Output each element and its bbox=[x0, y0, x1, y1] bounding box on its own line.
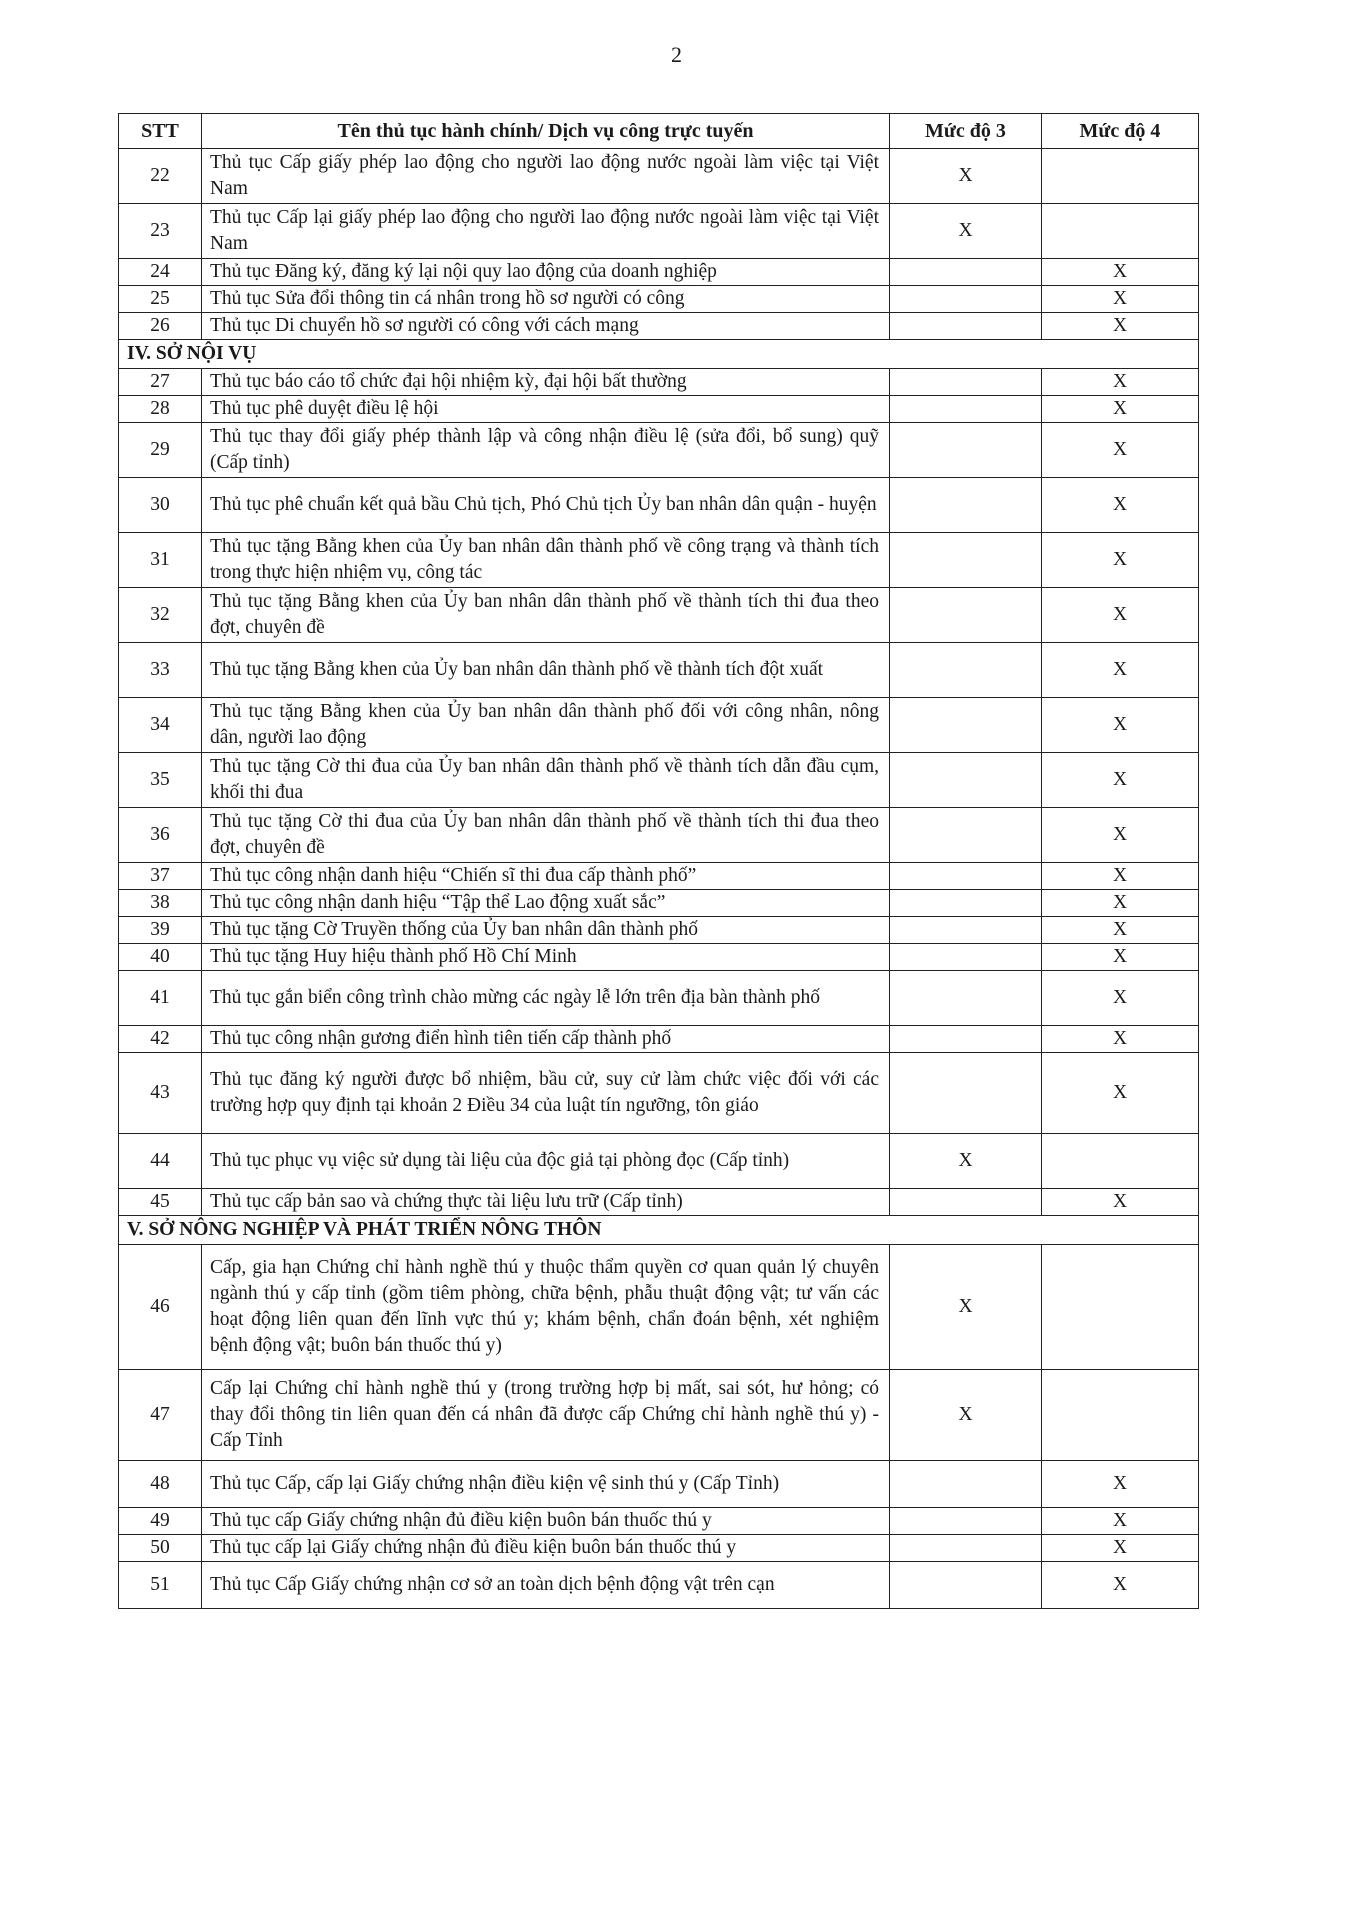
cell-level4-mark: X bbox=[1042, 259, 1199, 286]
cell-procedure-name: Thủ tục tặng Huy hiệu thành phố Hồ Chí Minh bbox=[202, 944, 890, 971]
cell-level4-mark: X bbox=[1042, 808, 1199, 863]
cell-procedure-name: Thủ tục Đăng ký, đăng ký lại nội quy lao động của doanh nghiệp bbox=[202, 259, 890, 286]
cell-level3-mark bbox=[890, 971, 1042, 1026]
cell-stt: 23 bbox=[119, 204, 202, 259]
cell-level4-mark: X bbox=[1042, 863, 1199, 890]
table-row bbox=[119, 204, 1199, 259]
cell-level3-mark bbox=[890, 890, 1042, 917]
cell-level4-mark: X bbox=[1042, 1535, 1199, 1562]
table-row bbox=[119, 698, 1199, 753]
cell-level3-mark bbox=[890, 1461, 1042, 1508]
cell-procedure-name: Thủ tục Cấp, cấp lại Giấy chứng nhận điều kiện vệ sinh thú y (Cấp Tỉnh) bbox=[202, 1461, 890, 1508]
cell-stt: 46 bbox=[119, 1245, 202, 1370]
cell-procedure-name: Thủ tục công nhận gương điển hình tiên tiến cấp thành phố bbox=[202, 1026, 890, 1053]
section-row bbox=[119, 1216, 1199, 1245]
cell-level4-mark: X bbox=[1042, 1562, 1199, 1609]
cell-level3-mark bbox=[890, 423, 1042, 478]
cell-procedure-name: Thủ tục báo cáo tổ chức đại hội nhiệm kỳ, đại hội bất thường bbox=[202, 369, 890, 396]
cell-procedure-name: Thủ tục tặng Bằng khen của Ủy ban nhân dân thành phố về công trạng và thành tích trong thực hiện nhiệm vụ, công tác bbox=[202, 533, 890, 588]
table-row bbox=[119, 944, 1199, 971]
cell-stt: 34 bbox=[119, 698, 202, 753]
cell-procedure-name: Thủ tục Cấp giấy phép lao động cho người lao động nước ngoài làm việc tại Việt Nam bbox=[202, 149, 890, 204]
cell-level3-mark bbox=[890, 863, 1042, 890]
cell-level4-mark: X bbox=[1042, 890, 1199, 917]
cell-stt: 27 bbox=[119, 369, 202, 396]
table-row bbox=[119, 1189, 1199, 1216]
cell-stt: 42 bbox=[119, 1026, 202, 1053]
cell-level3-mark: X bbox=[890, 1370, 1042, 1461]
cell-stt: 50 bbox=[119, 1535, 202, 1562]
cell-level4-mark: X bbox=[1042, 1026, 1199, 1053]
cell-stt: 26 bbox=[119, 313, 202, 340]
cell-level3-mark bbox=[890, 588, 1042, 643]
table-row bbox=[119, 1134, 1199, 1189]
cell-procedure-name: Thủ tục thay đổi giấy phép thành lập và công nhận điều lệ (sửa đổi, bổ sung) quỹ (Cấp tỉnh) bbox=[202, 423, 890, 478]
cell-level3-mark: X bbox=[890, 1245, 1042, 1370]
cell-level4-mark bbox=[1042, 1370, 1199, 1461]
table-header-row bbox=[119, 114, 1199, 149]
table-row bbox=[119, 917, 1199, 944]
cell-procedure-name: Thủ tục phục vụ việc sử dụng tài liệu của độc giả tại phòng đọc (Cấp tỉnh) bbox=[202, 1134, 890, 1189]
table-row bbox=[119, 1535, 1199, 1562]
cell-procedure-name: Thủ tục Cấp lại giấy phép lao động cho người lao động nước ngoài làm việc tại Việt Nam bbox=[202, 204, 890, 259]
cell-level4-mark: X bbox=[1042, 1508, 1199, 1535]
cell-stt: 24 bbox=[119, 259, 202, 286]
cell-level4-mark: X bbox=[1042, 588, 1199, 643]
cell-level4-mark: X bbox=[1042, 533, 1199, 588]
cell-level3-mark bbox=[890, 698, 1042, 753]
table-row bbox=[119, 971, 1199, 1026]
cell-procedure-name: Thủ tục Sửa đổi thông tin cá nhân trong hồ sơ người có công bbox=[202, 286, 890, 313]
cell-level4-mark: X bbox=[1042, 423, 1199, 478]
cell-level4-mark bbox=[1042, 204, 1199, 259]
cell-level3-mark bbox=[890, 478, 1042, 533]
cell-stt: 38 bbox=[119, 890, 202, 917]
cell-stt: 39 bbox=[119, 917, 202, 944]
table-row bbox=[119, 286, 1199, 313]
cell-procedure-name: Thủ tục cấp bản sao và chứng thực tài liệu lưu trữ (Cấp tỉnh) bbox=[202, 1189, 890, 1216]
cell-level4-mark: X bbox=[1042, 753, 1199, 808]
cell-level4-mark: X bbox=[1042, 1053, 1199, 1134]
cell-stt: 25 bbox=[119, 286, 202, 313]
cell-stt: 22 bbox=[119, 149, 202, 204]
cell-level4-mark: X bbox=[1042, 286, 1199, 313]
section-title: IV. SỞ NỘI VỤ bbox=[119, 340, 1199, 369]
cell-stt: 49 bbox=[119, 1508, 202, 1535]
table-row bbox=[119, 1461, 1199, 1508]
procedures-table bbox=[118, 113, 1199, 1609]
cell-level4-mark bbox=[1042, 149, 1199, 204]
cell-stt: 51 bbox=[119, 1562, 202, 1609]
cell-level3-mark bbox=[890, 1508, 1042, 1535]
cell-level3-mark bbox=[890, 286, 1042, 313]
cell-stt: 28 bbox=[119, 396, 202, 423]
page-number: 2 bbox=[671, 42, 682, 67]
cell-stt: 41 bbox=[119, 971, 202, 1026]
table-row bbox=[119, 478, 1199, 533]
table-row bbox=[119, 1562, 1199, 1609]
cell-stt: 45 bbox=[119, 1189, 202, 1216]
cell-level4-mark: X bbox=[1042, 478, 1199, 533]
header-name: Tên thủ tục hành chính/ Dịch vụ công trực tuyến bbox=[202, 114, 890, 149]
cell-procedure-name: Thủ tục gắn biển công trình chào mừng các ngày lễ lớn trên địa bàn thành phố bbox=[202, 971, 890, 1026]
cell-level3-mark: X bbox=[890, 204, 1042, 259]
cell-procedure-name: Thủ tục tặng Bằng khen của Ủy ban nhân dân thành phố về thành tích đột xuất bbox=[202, 643, 890, 698]
table-row bbox=[119, 396, 1199, 423]
table-row bbox=[119, 753, 1199, 808]
cell-level4-mark: X bbox=[1042, 944, 1199, 971]
cell-level3-mark bbox=[890, 259, 1042, 286]
cell-procedure-name: Thủ tục tặng Cờ Truyền thống của Ủy ban nhân dân thành phố bbox=[202, 917, 890, 944]
table-row bbox=[119, 808, 1199, 863]
cell-level3-mark bbox=[890, 917, 1042, 944]
cell-level4-mark: X bbox=[1042, 643, 1199, 698]
cell-procedure-name: Thủ tục tặng Cờ thi đua của Ủy ban nhân dân thành phố về thành tích thi đua theo đợt, chuyên đề bbox=[202, 808, 890, 863]
cell-level3-mark bbox=[890, 533, 1042, 588]
cell-level4-mark: X bbox=[1042, 917, 1199, 944]
section-row bbox=[119, 340, 1199, 369]
cell-level4-mark bbox=[1042, 1245, 1199, 1370]
cell-procedure-name: Thủ tục công nhận danh hiệu “Tập thể Lao động xuất sắc” bbox=[202, 890, 890, 917]
cell-level3-mark bbox=[890, 1189, 1042, 1216]
table-row bbox=[119, 369, 1199, 396]
cell-stt: 29 bbox=[119, 423, 202, 478]
cell-level4-mark bbox=[1042, 1134, 1199, 1189]
cell-stt: 40 bbox=[119, 944, 202, 971]
cell-level3-mark: X bbox=[890, 1134, 1042, 1189]
cell-stt: 48 bbox=[119, 1461, 202, 1508]
cell-level4-mark: X bbox=[1042, 1189, 1199, 1216]
cell-stt: 43 bbox=[119, 1053, 202, 1134]
cell-procedure-name: Thủ tục tặng Cờ thi đua của Ủy ban nhân dân thành phố về thành tích dẫn đầu cụm, khối thi đua bbox=[202, 753, 890, 808]
cell-procedure-name: Thủ tục phê chuẩn kết quả bầu Chủ tịch, Phó Chủ tịch Ủy ban nhân dân quận - huyện bbox=[202, 478, 890, 533]
cell-procedure-name: Cấp, gia hạn Chứng chỉ hành nghề thú y thuộc thẩm quyền cơ quan quản lý chuyên ngành thú y cấp tỉnh (gồm tiêm phòng, chữa bệnh, phẫu thuật động vật; tư vấn các hoạt động liên quan đến lĩnh vực thú y; khám bệnh, chẩn đoán bệnh, xét nghiệm bệnh động vật; buôn bán thuốc thú y) bbox=[202, 1245, 890, 1370]
cell-stt: 30 bbox=[119, 478, 202, 533]
cell-level3-mark bbox=[890, 1053, 1042, 1134]
cell-stt: 31 bbox=[119, 533, 202, 588]
table-row bbox=[119, 259, 1199, 286]
cell-level3-mark bbox=[890, 753, 1042, 808]
cell-procedure-name: Thủ tục Cấp Giấy chứng nhận cơ sở an toàn dịch bệnh động vật trên cạn bbox=[202, 1562, 890, 1609]
cell-level3-mark bbox=[890, 1026, 1042, 1053]
table-row bbox=[119, 423, 1199, 478]
cell-level4-mark: X bbox=[1042, 396, 1199, 423]
cell-level3-mark bbox=[890, 808, 1042, 863]
cell-level3-mark bbox=[890, 1535, 1042, 1562]
cell-procedure-name: Thủ tục đăng ký người được bổ nhiệm, bầu cử, suy cử làm chức việc đối với các trường hợp quy định tại khoản 2 Điều 34 của luật tín ngưỡng, tôn giáo bbox=[202, 1053, 890, 1134]
cell-stt: 36 bbox=[119, 808, 202, 863]
header-level3: Mức độ 3 bbox=[890, 114, 1042, 149]
table-row bbox=[119, 1053, 1199, 1134]
table-row bbox=[119, 1508, 1199, 1535]
table-row bbox=[119, 533, 1199, 588]
cell-stt: 33 bbox=[119, 643, 202, 698]
table-row bbox=[119, 890, 1199, 917]
cell-level3-mark bbox=[890, 396, 1042, 423]
table-row bbox=[119, 1245, 1199, 1370]
cell-level3-mark bbox=[890, 643, 1042, 698]
cell-level3-mark bbox=[890, 313, 1042, 340]
cell-procedure-name: Thủ tục tặng Bằng khen của Ủy ban nhân dân thành phố về thành tích thi đua theo đợt, chuyên đề bbox=[202, 588, 890, 643]
cell-stt: 35 bbox=[119, 753, 202, 808]
cell-level3-mark bbox=[890, 944, 1042, 971]
table-row bbox=[119, 313, 1199, 340]
cell-stt: 47 bbox=[119, 1370, 202, 1461]
cell-level3-mark bbox=[890, 369, 1042, 396]
cell-level4-mark: X bbox=[1042, 313, 1199, 340]
cell-level4-mark: X bbox=[1042, 369, 1199, 396]
section-title: V. SỞ NÔNG NGHIỆP VÀ PHÁT TRIỂN NÔNG THÔN bbox=[119, 1216, 1199, 1245]
cell-procedure-name: Thủ tục Di chuyển hồ sơ người có công với cách mạng bbox=[202, 313, 890, 340]
cell-level4-mark: X bbox=[1042, 971, 1199, 1026]
table-row bbox=[119, 863, 1199, 890]
table-row bbox=[119, 1370, 1199, 1461]
table-row bbox=[119, 643, 1199, 698]
cell-procedure-name: Thủ tục công nhận danh hiệu “Chiến sĩ thi đua cấp thành phố” bbox=[202, 863, 890, 890]
cell-stt: 32 bbox=[119, 588, 202, 643]
cell-procedure-name: Cấp lại Chứng chỉ hành nghề thú y (trong trường hợp bị mất, sai sót, hư hỏng; có thay đổi thông tin liên quan đến cá nhân đã được cấp Chứng chỉ hành nghề thú y) - Cấp Tỉnh bbox=[202, 1370, 890, 1461]
cell-level4-mark: X bbox=[1042, 1461, 1199, 1508]
table-body bbox=[119, 149, 1199, 1609]
header-level4: Mức độ 4 bbox=[1042, 114, 1199, 149]
cell-stt: 37 bbox=[119, 863, 202, 890]
cell-procedure-name: Thủ tục tặng Bằng khen của Ủy ban nhân dân thành phố đối với công nhân, nông dân, người lao động bbox=[202, 698, 890, 753]
table-row bbox=[119, 149, 1199, 204]
cell-level3-mark bbox=[890, 1562, 1042, 1609]
cell-level4-mark: X bbox=[1042, 698, 1199, 753]
cell-procedure-name: Thủ tục cấp lại Giấy chứng nhận đủ điều kiện buôn bán thuốc thú y bbox=[202, 1535, 890, 1562]
header-stt: STT bbox=[119, 114, 202, 149]
table-row bbox=[119, 588, 1199, 643]
cell-procedure-name: Thủ tục phê duyệt điều lệ hội bbox=[202, 396, 890, 423]
cell-procedure-name: Thủ tục cấp Giấy chứng nhận đủ điều kiện buôn bán thuốc thú y bbox=[202, 1508, 890, 1535]
table-row bbox=[119, 1026, 1199, 1053]
cell-level3-mark: X bbox=[890, 149, 1042, 204]
cell-stt: 44 bbox=[119, 1134, 202, 1189]
